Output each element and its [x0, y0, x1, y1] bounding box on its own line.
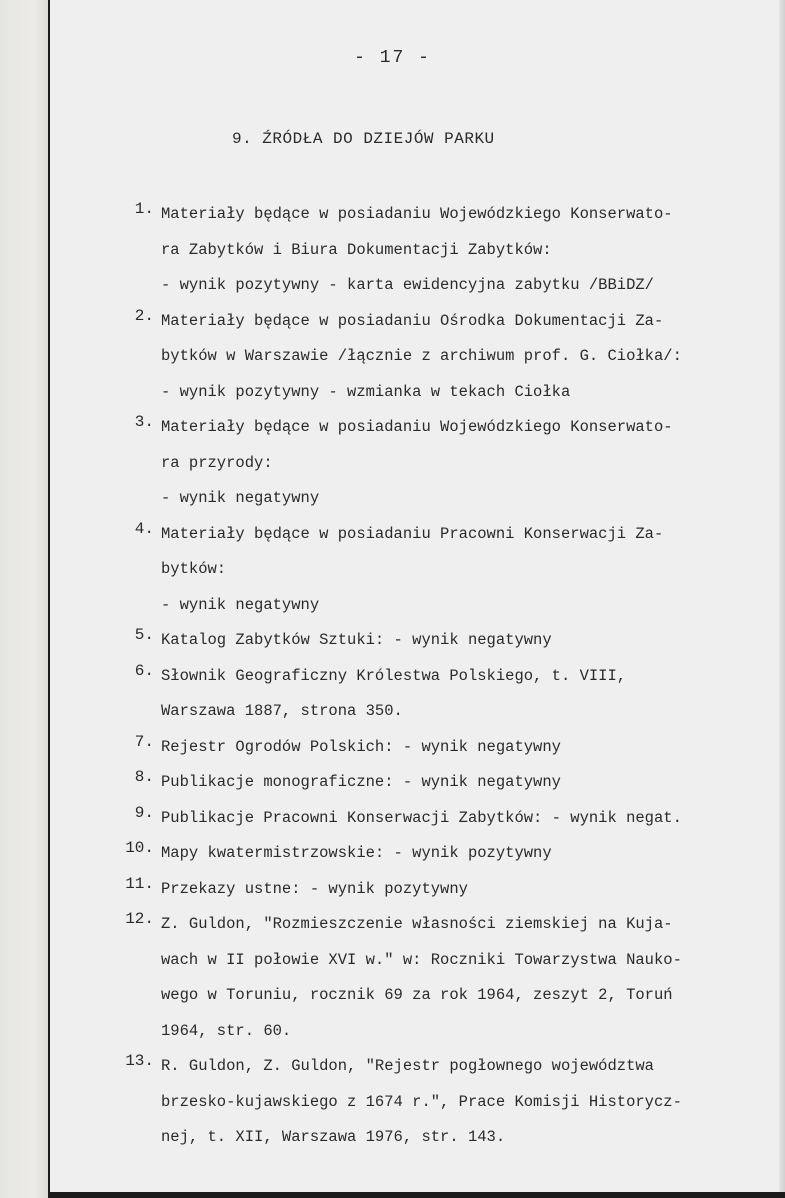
source-item [118, 1052, 768, 1159]
item-number: 8. [134, 768, 154, 786]
source-item [118, 875, 768, 911]
binding-margin [0, 0, 50, 1198]
source-item [118, 768, 768, 804]
source-item [118, 662, 768, 733]
item-number: 3. [134, 413, 154, 431]
source-item [118, 733, 768, 769]
source-item [118, 910, 768, 1052]
item-text-line: Mapy kwatermistrzowskie: - wynik pozytywny [161, 844, 552, 862]
item-text-line: Słownik Geograficzny Królestwa Polskiego, t. VIII, [161, 666, 627, 685]
item-text-line: nej, t. XII, Warszawa 1976, str. 143. [161, 1128, 506, 1146]
item-number: 11. [125, 874, 154, 893]
item-text-line: Materiały będące w posiadaniu Wojewódzkiego Konserwato- [161, 205, 673, 223]
section-title: 9. ŹRÓDŁA DO DZIEJÓW PARKU [232, 130, 495, 148]
item-text-line: Przekazy ustne: - wynik pozytywny [161, 879, 468, 898]
item-number: 7. [134, 732, 154, 751]
item-text-line: wach w II połowie XVI w." w: Roczniki Towarzystwa Nauko- [161, 950, 682, 969]
source-item [118, 307, 768, 414]
item-text-line: R. Guldon, Z. Guldon, "Rejestr pogłownego województwa [161, 1057, 654, 1075]
item-text-line: Rejestr Ogrodów Polskich: - wynik negatywny [161, 737, 561, 756]
item-text-line: bytków w Warszawie /łącznie z archiwum prof. G. Ciołka/: [161, 347, 682, 365]
item-text-line: Materiały będące w posiadaniu Pracowni Konserwacji Za- [161, 524, 664, 543]
item-number: 12. [125, 910, 154, 928]
item-text-line: Publikacje monograficzne: - wynik negatywny [161, 773, 561, 791]
item-number: 4. [134, 519, 154, 538]
item-text-line: - wynik negatywny [161, 595, 320, 614]
item-number: 10. [125, 839, 154, 857]
item-text-line: ra przyrody: [161, 453, 273, 472]
item-text-line: Katalog Zabytków Sztuki: - wynik negatywny [161, 631, 552, 649]
source-item [118, 200, 768, 307]
source-item [118, 839, 768, 875]
source-item [118, 804, 768, 840]
sources-list [118, 200, 768, 1159]
item-number: 13. [125, 1052, 154, 1070]
item-text-line: - wynik pozytywny - karta ewidencyjna zabytku /BBiDZ/ [161, 276, 654, 294]
item-number: 6. [134, 661, 154, 680]
binding-edge [48, 0, 50, 1198]
item-text-line: ra Zabytków i Biura Dokumentacji Zabytków: [161, 240, 552, 259]
page-bottom-edge [48, 1192, 785, 1198]
item-number: 9. [134, 803, 154, 822]
item-number: 1. [134, 200, 154, 218]
item-text-line: Warszawa 1887, strona 350. [161, 702, 403, 720]
page-number: - 17 - [354, 48, 431, 68]
item-text-line: bytków: [161, 560, 227, 578]
source-item [118, 626, 768, 662]
source-item [118, 413, 768, 520]
item-text-line: brzesko-kujawskiego z 1674 r.", Prace Komisji Historycz- [161, 1092, 682, 1111]
item-text-line: 1964, str. 60. [161, 1021, 292, 1040]
item-number: 5. [134, 626, 154, 644]
item-text-line: Z. Guldon, "Rozmieszczenie własności ziemskiej na Kuja- [161, 915, 673, 933]
item-text-line: - wynik negatywny [161, 489, 320, 507]
page-right-edge [779, 0, 785, 1198]
item-text-line: wego w Toruniu, rocznik 69 za rok 1964, zeszyt 2, Toruń [161, 986, 673, 1004]
item-text-line: Materiały będące w posiadaniu Wojewódzkiego Konserwato- [161, 418, 673, 436]
item-text-line: Materiały będące w posiadaniu Ośrodka Dokumentacji Za- [161, 311, 664, 330]
item-number: 2. [134, 306, 154, 325]
item-text-line: Publikacje Pracowni Konserwacji Zabytków: - wynik negat. [161, 808, 682, 827]
source-item [118, 520, 768, 627]
item-text-line: - wynik pozytywny - wzmianka w tekach Ciołka [161, 382, 571, 401]
